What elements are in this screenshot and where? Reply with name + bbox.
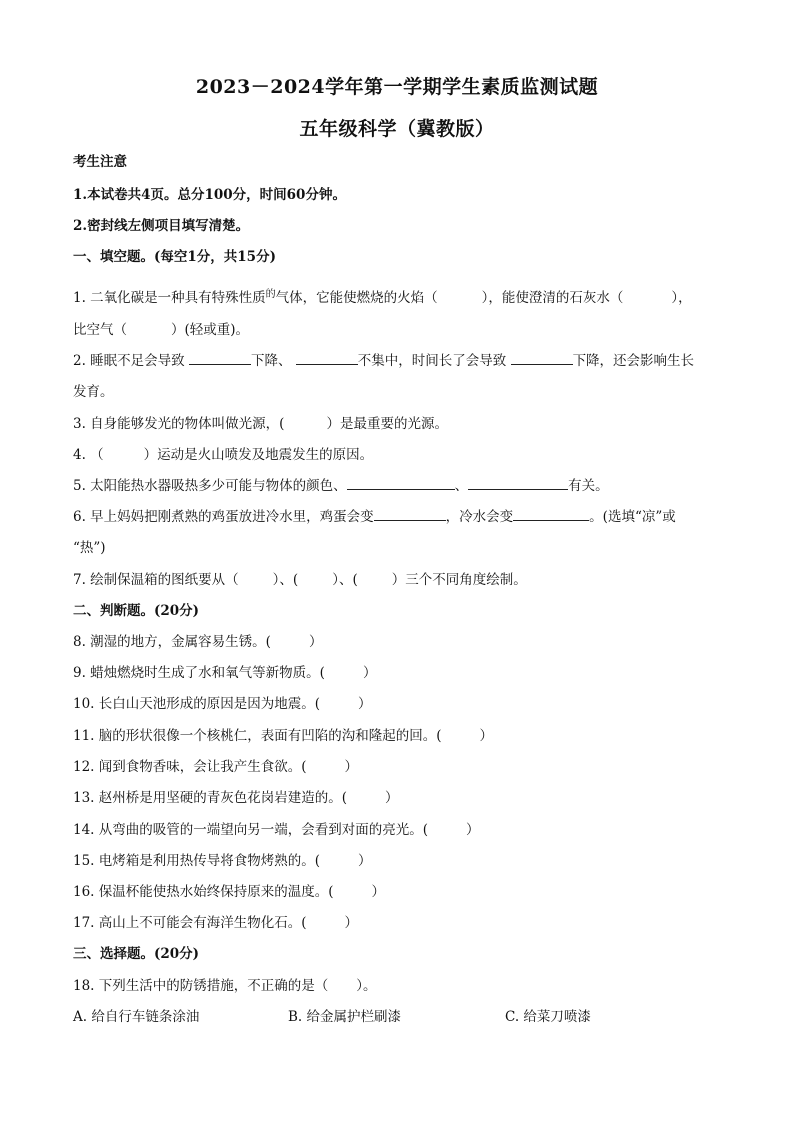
question-text: 15. 电烤箱是利用热传导将食物烤熟的。(: [73, 853, 321, 869]
question-text: ）(轻或重)。: [171, 322, 250, 338]
question-14: [73, 818, 733, 838]
question-10: [73, 692, 733, 712]
question-17: [73, 911, 733, 931]
question-text: 1. 二氧化碳是一种具有特殊性质: [73, 290, 266, 306]
question-text: ）: [385, 790, 399, 806]
option-a[interactable]: A. 给自行车链条涂油: [73, 1009, 200, 1025]
question-text: ）: [362, 665, 377, 681]
question-text: 下降，还会影响生长: [572, 353, 695, 369]
question-5: [73, 474, 733, 494]
question-13: [73, 786, 733, 806]
question-text: ），能使澄清的石灰水（: [481, 290, 624, 306]
question-text: ）是最重要的光源。: [326, 416, 448, 432]
section-heading-true-false: 二、判断题。(20分): [73, 603, 200, 619]
question-text: ），: [671, 290, 692, 306]
question-text: ）: [358, 696, 372, 712]
question-text: 3. 自身能够发光的物体叫做光源，(: [73, 416, 285, 432]
question-16: [73, 880, 733, 900]
question-text: ）三个不同角度绘制。: [391, 572, 527, 588]
question-text: ）: [466, 822, 480, 838]
question-text: ）: [344, 759, 359, 775]
question-text: 6. 早上妈妈把刚煮熟的鸡蛋放进冷水里，鸡蛋会变: [73, 509, 374, 525]
question-4: [73, 443, 733, 463]
question-text: ）运动是火山喷发及地震发生的原因。: [143, 447, 374, 463]
question-9: [73, 661, 733, 681]
question-12: [73, 755, 733, 775]
question-text: 有关。: [568, 478, 609, 494]
question-8: [73, 630, 733, 650]
question-text: 16. 保温杯能使热水始终保持原来的温度。(: [73, 884, 334, 900]
notice-heading: 考生注意: [73, 154, 127, 170]
answer-blank[interactable]: [511, 352, 573, 365]
section-heading-fill-blank: 一、填空题。(每空1分，共15分): [73, 249, 276, 265]
answer-blank[interactable]: [374, 508, 446, 521]
question-2-cont: 发育。: [73, 384, 114, 400]
question-18: [73, 974, 733, 994]
question-text: 8. 潮湿的地方，金属容易生锈。(: [73, 634, 271, 650]
answer-blank[interactable]: [189, 352, 251, 365]
question-11: [73, 724, 733, 744]
question-2: [73, 349, 733, 369]
question-text: ）: [344, 915, 359, 931]
question-text: 。(选填“凉”或: [589, 509, 676, 525]
question-text: ）: [479, 728, 494, 744]
question-text: 4. （: [73, 447, 104, 463]
question-text: 不集中，时间长了会导致: [357, 353, 507, 369]
question-text: 11. 脑的形状很像一个核桃仁，表面有凹陷的沟和隆起的回。(: [73, 728, 442, 744]
question-7: [73, 568, 733, 588]
answer-blank[interactable]: [296, 352, 358, 365]
question-text: 7. 绘制保温箱的图纸要从（: [73, 572, 239, 588]
question-text: 13. 赵州桥是用坚硬的青灰色花岗岩建造的。(: [73, 790, 348, 806]
question-6-cont: “热”): [73, 540, 106, 556]
answer-blank[interactable]: [513, 508, 589, 521]
question-text: ）。: [356, 978, 377, 994]
question-text: 气体，它能使燃烧的火焰（: [275, 290, 438, 306]
notice-item: 2.密封线左侧项目填写清楚。: [73, 218, 250, 234]
question-text: 9. 蜡烛燃烧时生成了水和氧气等新物质。(: [73, 665, 325, 681]
answer-blank[interactable]: [468, 477, 568, 490]
option-c[interactable]: C. 给菜刀喷漆: [505, 1009, 591, 1025]
exam-subtitle: 五年级科学（冀教版）: [299, 118, 495, 140]
exam-title: 2023－2024学年第一学期学生素质监测试题: [195, 76, 599, 98]
question-6: [73, 505, 733, 525]
question-text: ）、(: [272, 572, 299, 588]
question-text: ）、(: [332, 572, 358, 588]
question-text: ）: [308, 634, 323, 650]
question-text: 的: [265, 289, 276, 300]
question-text: ）: [358, 853, 372, 869]
question-text: 比空气（: [73, 322, 127, 338]
question-text: 5. 太阳能热水器吸热多少可能与物体的颜色、: [73, 478, 347, 494]
question-text: 、: [454, 478, 469, 494]
question-text: 10. 长白山天池形成的原因是因为地震。(: [73, 696, 321, 712]
question-text: ，冷水会变: [445, 509, 514, 525]
option-b[interactable]: B. 给金属护栏刷漆: [288, 1009, 402, 1025]
question-text: 下降、: [250, 353, 292, 369]
notice-item: 1.本试卷共4页。总分100分，时间60分钟。: [73, 187, 346, 203]
section-heading-multiple-choice: 三、选择题。(20分): [73, 946, 200, 962]
question-text: 18. 下列生活中的防锈措施，不正确的是（: [73, 978, 329, 994]
question-text: ）: [371, 884, 386, 900]
question-text: 12. 闻到食物香味，会让我产生食欲。(: [73, 759, 307, 775]
question-text: 14. 从弯曲的吸管的一端望向另一端，会看到对面的亮光。(: [73, 822, 429, 838]
question-text: 17. 高山上不可能会有海洋生物化石。(: [73, 915, 307, 931]
question-1: [73, 285, 733, 306]
question-1-cont: [73, 318, 733, 338]
question-text: 2. 睡眠不足会导致: [73, 353, 185, 369]
answer-blank[interactable]: [347, 477, 455, 490]
question-15: [73, 849, 733, 869]
question-3: [73, 412, 733, 432]
